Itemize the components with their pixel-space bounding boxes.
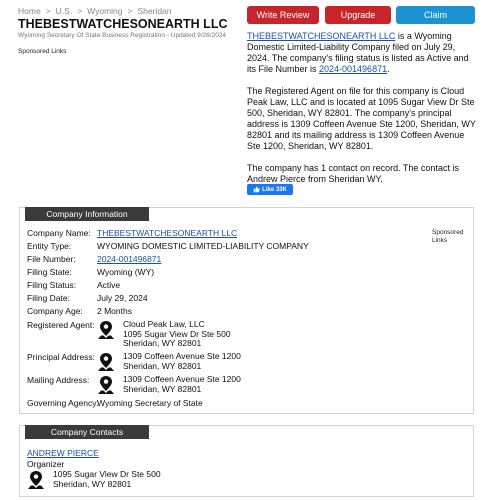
company-contacts-panel xyxy=(19,425,474,497)
file-number-link[interactable]: 2024-001496871 xyxy=(319,64,388,74)
company-name-value-link[interactable]: THEBESTWATCHESONEARTH LLC xyxy=(97,228,238,238)
breadcrumb xyxy=(18,6,172,16)
company-information-panel: Company Information Sponsored Links Company Name: THEBESTWATCHESONEARTH LLC Entity Type: WYOMING DOMESTIC LIMITED-LIABILITY COMPANY File Number: 2024-001496871 Filing State: Wyoming (WY) Filing Status: Active Filing Date: July 29, 2024 Company Age: 2 Months Registered Agent: Cloud Peak Law, LLC 1095 Sugar View Dr Ste 500 Sheridan, WY 82801 Principal Address: 1309 Coffeen Avenue Ste 1200 Sheridan, WY 82801 Mailing Address: 1309 Coffeen Avenue Ste 1200 Sheridan, WY 82801 Governing Agency: Wyoming Secretary of State xyxy=(19,207,474,414)
sponsored-links-sidebar: Sponsored Links xyxy=(432,229,464,244)
company-name-link[interactable]: THEBESTWATCHESONEARTH LLC xyxy=(247,31,396,41)
breadcrumb-us[interactable]: U.S. xyxy=(55,6,73,16)
company-contacts-header: Company Contacts xyxy=(25,425,149,439)
description-paragraph-1: THEBESTWATCHESONEARTH LLC is a Wyoming Domestic Limited-Liability Company filed on July 29, 2024. The company's filing status is listed as Active and its File Number is 2024-001496871. xyxy=(247,31,469,74)
page-title: THEBESTWATCHESONEARTH LLC xyxy=(18,17,228,31)
breadcrumb-separator: > xyxy=(77,6,83,16)
map-pin-icon[interactable] xyxy=(97,375,115,395)
map-pin-icon[interactable] xyxy=(27,470,45,490)
entity-type-value: WYOMING DOMESTIC LIMITED-LIABILITY COMPANY xyxy=(97,241,309,251)
description-paragraph-3: The company has 1 contact on record. The contact is Andrew Pierce from Sheridan WY. xyxy=(247,163,459,184)
contact-address: 1095 Sugar View Dr Ste 500 Sheridan, WY 82801 xyxy=(27,470,161,490)
write-review-button[interactable]: Write Review xyxy=(247,6,319,24)
thumbs-up-icon xyxy=(253,186,260,193)
like-count: Like 33K xyxy=(262,186,287,193)
claim-button[interactable]: Claim xyxy=(396,6,475,24)
breadcrumb-sheridan[interactable]: Sheridan xyxy=(137,6,172,16)
facebook-like-button[interactable] xyxy=(247,184,293,195)
breadcrumb-separator: > xyxy=(127,6,133,16)
sponsored-links-label: Sponsored Links xyxy=(18,48,67,55)
page-subtitle: Wyoming Secretary Of State Business Registration - Updated 9/26/2024 xyxy=(18,32,227,39)
breadcrumb-separator: > xyxy=(45,6,51,16)
contact-name-link[interactable]: ANDREW PIERCE xyxy=(27,448,99,458)
company-information-header: Company Information xyxy=(25,207,149,221)
description-paragraph-2: The Registered Agent on file for this company is Cloud Peak Law, LLC and is located at 1095 Sugar View Dr Ste 500, Sheridan, WY 82801. The company's principal address is 1309 Coffeen Avenue Ste 1200, Sheridan, WY 82801 and its mailing address is 1309 Coffeen Avenue Ste 1200, Sheridan, WY 82801. xyxy=(247,86,476,151)
breadcrumb-home[interactable]: Home xyxy=(18,6,41,16)
file-number-value-link[interactable]: 2024-001496871 xyxy=(97,254,162,264)
map-pin-icon[interactable] xyxy=(97,320,115,340)
map-pin-icon[interactable] xyxy=(97,352,115,372)
contact-role: Organizer xyxy=(27,459,65,469)
label-company-name: Company Name: xyxy=(27,228,91,238)
company-description xyxy=(247,31,479,196)
upgrade-button[interactable]: Upgrade xyxy=(325,6,391,24)
breadcrumb-wyoming[interactable]: Wyoming xyxy=(87,6,123,16)
